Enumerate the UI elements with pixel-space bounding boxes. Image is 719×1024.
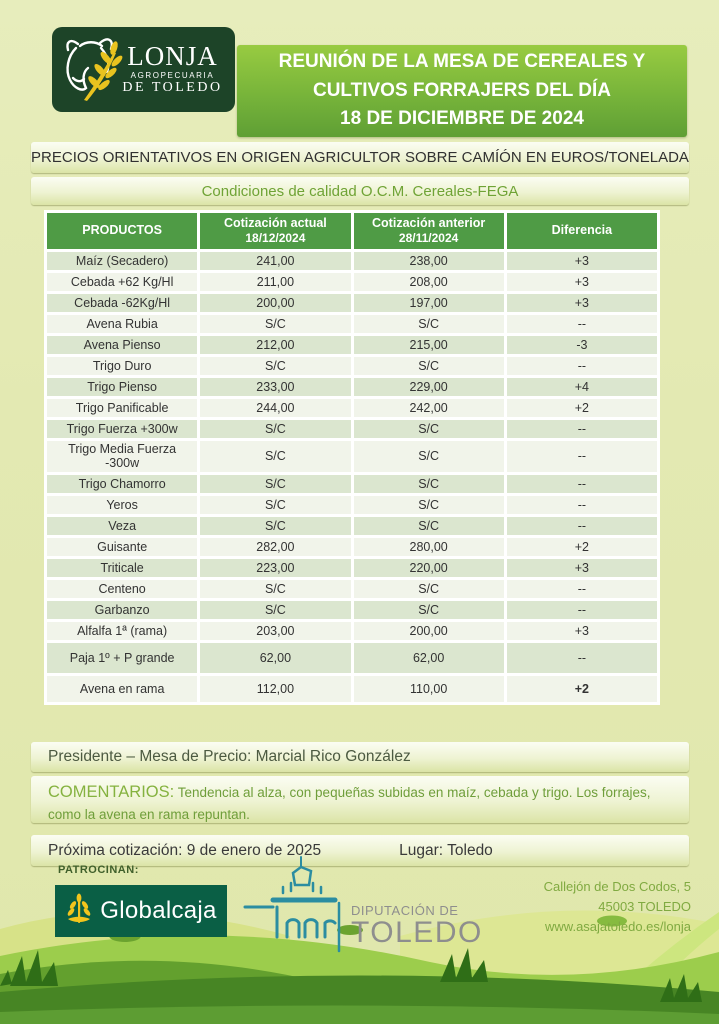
- cell-producto: Alfalfa 1ª (rama): [47, 622, 197, 640]
- meeting-title: [237, 45, 687, 137]
- cell-producto: Cebada +62 Kg/Hl: [47, 273, 197, 291]
- cell-diferencia: --: [507, 601, 657, 619]
- cell-cotizacion-anterior: 238,00: [354, 252, 504, 270]
- table-row: [47, 676, 657, 702]
- table-row: [47, 559, 657, 577]
- diputacion-toledo-logo: [243, 855, 483, 960]
- cell-cotizacion-anterior: S/C: [354, 517, 504, 535]
- cell-cotizacion-anterior: S/C: [354, 420, 504, 438]
- header-diferencia: Diferencia: [507, 213, 657, 249]
- cell-diferencia: --: [507, 315, 657, 333]
- cell-producto: Veza: [47, 517, 197, 535]
- table-row: [47, 622, 657, 640]
- cell-producto: Trigo Media Fuerza -300w: [47, 441, 197, 472]
- cell-cotizacion-actual: 212,00: [200, 336, 350, 354]
- cell-cotizacion-actual: S/C: [200, 580, 350, 598]
- cell-cotizacion-actual: 112,00: [200, 676, 350, 702]
- cell-diferencia: +3: [507, 252, 657, 270]
- cell-cotizacion-anterior: 229,00: [354, 378, 504, 396]
- address-street: Callejón de Dos Codos, 5: [543, 879, 691, 894]
- globalcaja-wordmark: Globalcaja: [100, 897, 217, 924]
- cell-diferencia: --: [507, 357, 657, 375]
- table-row: [47, 336, 657, 354]
- cell-producto: Cebada -62Kg/Hl: [47, 294, 197, 312]
- cell-diferencia: +3: [507, 273, 657, 291]
- comments-label: COMENTARIOS:: [48, 783, 175, 801]
- cell-diferencia: +2: [507, 676, 657, 702]
- cell-producto: Centeno: [47, 580, 197, 598]
- meeting-title-line3: 18 DE DICIEMBRE DE 2024: [340, 108, 584, 130]
- cell-cotizacion-actual: 200,00: [200, 294, 350, 312]
- address-city: 45003 TOLEDO: [598, 899, 691, 915]
- table-row: [47, 496, 657, 514]
- quality-conditions-banner: [31, 177, 689, 205]
- address-website: www.asajatoledo.es/lonja: [545, 919, 691, 935]
- lonja-logo: [52, 27, 235, 112]
- table-row: [47, 580, 657, 598]
- cell-cotizacion-actual: 282,00: [200, 538, 350, 556]
- cell-cotizacion-actual: S/C: [200, 315, 350, 333]
- cell-cotizacion-actual: S/C: [200, 496, 350, 514]
- cell-diferencia: --: [507, 643, 657, 673]
- cell-producto: Trigo Pienso: [47, 378, 197, 396]
- cell-cotizacion-actual: 211,00: [200, 273, 350, 291]
- cell-producto: Trigo Panificable: [47, 399, 197, 417]
- cell-cotizacion-anterior: 242,00: [354, 399, 504, 417]
- header-cotizacion-anterior: Cotización anterior 28/11/2024: [354, 213, 504, 249]
- cell-cotizacion-anterior: S/C: [354, 475, 504, 493]
- cell-cotizacion-anterior: 197,00: [354, 294, 504, 312]
- globalcaja-logo: [55, 885, 227, 937]
- cell-producto: Trigo Duro: [47, 357, 197, 375]
- diputacion-text-line2: TOLEDO: [351, 916, 483, 949]
- cell-diferencia: -3: [507, 336, 657, 354]
- cell-producto: Maíz (Secadero): [47, 252, 197, 270]
- next-quotation-date: Próxima cotización: 9 de enero de 2025: [48, 841, 322, 859]
- cell-diferencia: --: [507, 420, 657, 438]
- table-row: [47, 538, 657, 556]
- cell-producto: Trigo Fuerza +300w: [47, 420, 197, 438]
- header-cotizacion-actual: Cotización actual 18/12/2024: [200, 213, 350, 249]
- cell-diferencia: +3: [507, 294, 657, 312]
- cell-diferencia: --: [507, 496, 657, 514]
- president-text: Presidente – Mesa de Precio: Marcial Rico González: [48, 748, 411, 765]
- cell-diferencia: +3: [507, 559, 657, 577]
- cell-diferencia: --: [507, 517, 657, 535]
- cell-cotizacion-anterior: 280,00: [354, 538, 504, 556]
- price-table: [44, 210, 660, 705]
- comments-band: [31, 776, 689, 823]
- cell-cotizacion-actual: 244,00: [200, 399, 350, 417]
- lonja-logo-name: LONJA: [127, 41, 218, 72]
- meeting-title-line1: REUNIÓN DE LA MESA DE CEREALES Y: [278, 51, 646, 73]
- cell-cotizacion-anterior: 110,00: [354, 676, 504, 702]
- cell-diferencia: +4: [507, 378, 657, 396]
- cell-cotizacion-anterior: S/C: [354, 441, 504, 472]
- president-band: [31, 742, 689, 772]
- cell-producto: Yeros: [47, 496, 197, 514]
- cell-producto: Avena Pienso: [47, 336, 197, 354]
- cell-cotizacion-anterior: S/C: [354, 315, 504, 333]
- table-row: [47, 475, 657, 493]
- toledo-gate-icon: [243, 855, 355, 960]
- table-row: [47, 357, 657, 375]
- cell-cotizacion-actual: 233,00: [200, 378, 350, 396]
- sponsors-label: PATROCINAN:: [58, 864, 139, 876]
- cell-cotizacion-anterior: 200,00: [354, 622, 504, 640]
- table-row: [47, 252, 657, 270]
- cell-producto: Triticale: [47, 559, 197, 577]
- cell-cotizacion-anterior: 215,00: [354, 336, 504, 354]
- cell-cotizacion-actual: S/C: [200, 420, 350, 438]
- table-row: [47, 441, 657, 472]
- next-quotation-place: Lugar: Toledo: [399, 841, 493, 859]
- cell-diferencia: +3: [507, 622, 657, 640]
- cell-cotizacion-anterior: S/C: [354, 357, 504, 375]
- cell-producto: Avena Rubia: [47, 315, 197, 333]
- contact-address: [544, 877, 691, 937]
- cell-cotizacion-anterior: S/C: [354, 496, 504, 514]
- cell-cotizacion-actual: 62,00: [200, 643, 350, 673]
- cell-producto: Avena en rama: [47, 676, 197, 702]
- header-productos: PRODUCTOS: [47, 213, 197, 249]
- cell-diferencia: +2: [507, 538, 657, 556]
- table-row: [47, 517, 657, 535]
- cell-producto: Guisante: [47, 538, 197, 556]
- comments-text: Tendencia al alza, con pequeñas subidas en maíz, cebada y trigo. Los forrajes, como la avena en rama repuntan.: [48, 785, 651, 822]
- table-row: [47, 315, 657, 333]
- quality-conditions-text: Condiciones de calidad O.C.M. Cereales-FEGA: [201, 182, 519, 200]
- cell-cotizacion-actual: S/C: [200, 601, 350, 619]
- cell-producto: Paja 1º + P grande: [47, 643, 197, 673]
- table-row: [47, 399, 657, 417]
- cell-cotizacion-anterior: S/C: [354, 601, 504, 619]
- cell-diferencia: --: [507, 441, 657, 472]
- bull-wheat-icon: [56, 30, 128, 109]
- cell-diferencia: +2: [507, 399, 657, 417]
- lonja-logo-city: DE TOLEDO: [122, 80, 223, 96]
- cell-diferencia: --: [507, 475, 657, 493]
- cell-cotizacion-actual: 241,00: [200, 252, 350, 270]
- prices-banner: [31, 142, 689, 173]
- cell-cotizacion-actual: S/C: [200, 517, 350, 535]
- cell-cotizacion-actual: 223,00: [200, 559, 350, 577]
- cell-cotizacion-anterior: 62,00: [354, 643, 504, 673]
- prices-banner-text: PRECIOS ORIENTATIVOS EN ORIGEN AGRICULTOR SOBRE CAMÍÓN EN EUROS/TONELADA: [31, 149, 689, 166]
- cell-producto: Trigo Chamorro: [47, 475, 197, 493]
- price-table-body: [47, 252, 657, 702]
- table-row: [47, 643, 657, 673]
- table-header-row: [47, 213, 657, 249]
- cell-diferencia: --: [507, 580, 657, 598]
- cell-producto: Garbanzo: [47, 601, 197, 619]
- wheat-icon: [65, 893, 93, 930]
- table-row: [47, 294, 657, 312]
- meeting-title-line2: CULTIVOS FORRAJERS DEL DÍA: [312, 79, 612, 101]
- diputacion-text-line1: DIPUTACIÓN DE: [351, 902, 459, 918]
- cell-cotizacion-anterior: 220,00: [354, 559, 504, 577]
- cell-cotizacion-anterior: 208,00: [354, 273, 504, 291]
- table-row: [47, 378, 657, 396]
- lonja-logo-subtitle: AGROPECUARIA: [130, 70, 215, 80]
- table-row: [47, 601, 657, 619]
- table-row: [47, 273, 657, 291]
- cell-cotizacion-actual: S/C: [200, 357, 350, 375]
- cell-cotizacion-actual: S/C: [200, 475, 350, 493]
- cell-cotizacion-anterior: S/C: [354, 580, 504, 598]
- cell-cotizacion-actual: S/C: [200, 441, 350, 472]
- cell-cotizacion-actual: 203,00: [200, 622, 350, 640]
- table-row: [47, 420, 657, 438]
